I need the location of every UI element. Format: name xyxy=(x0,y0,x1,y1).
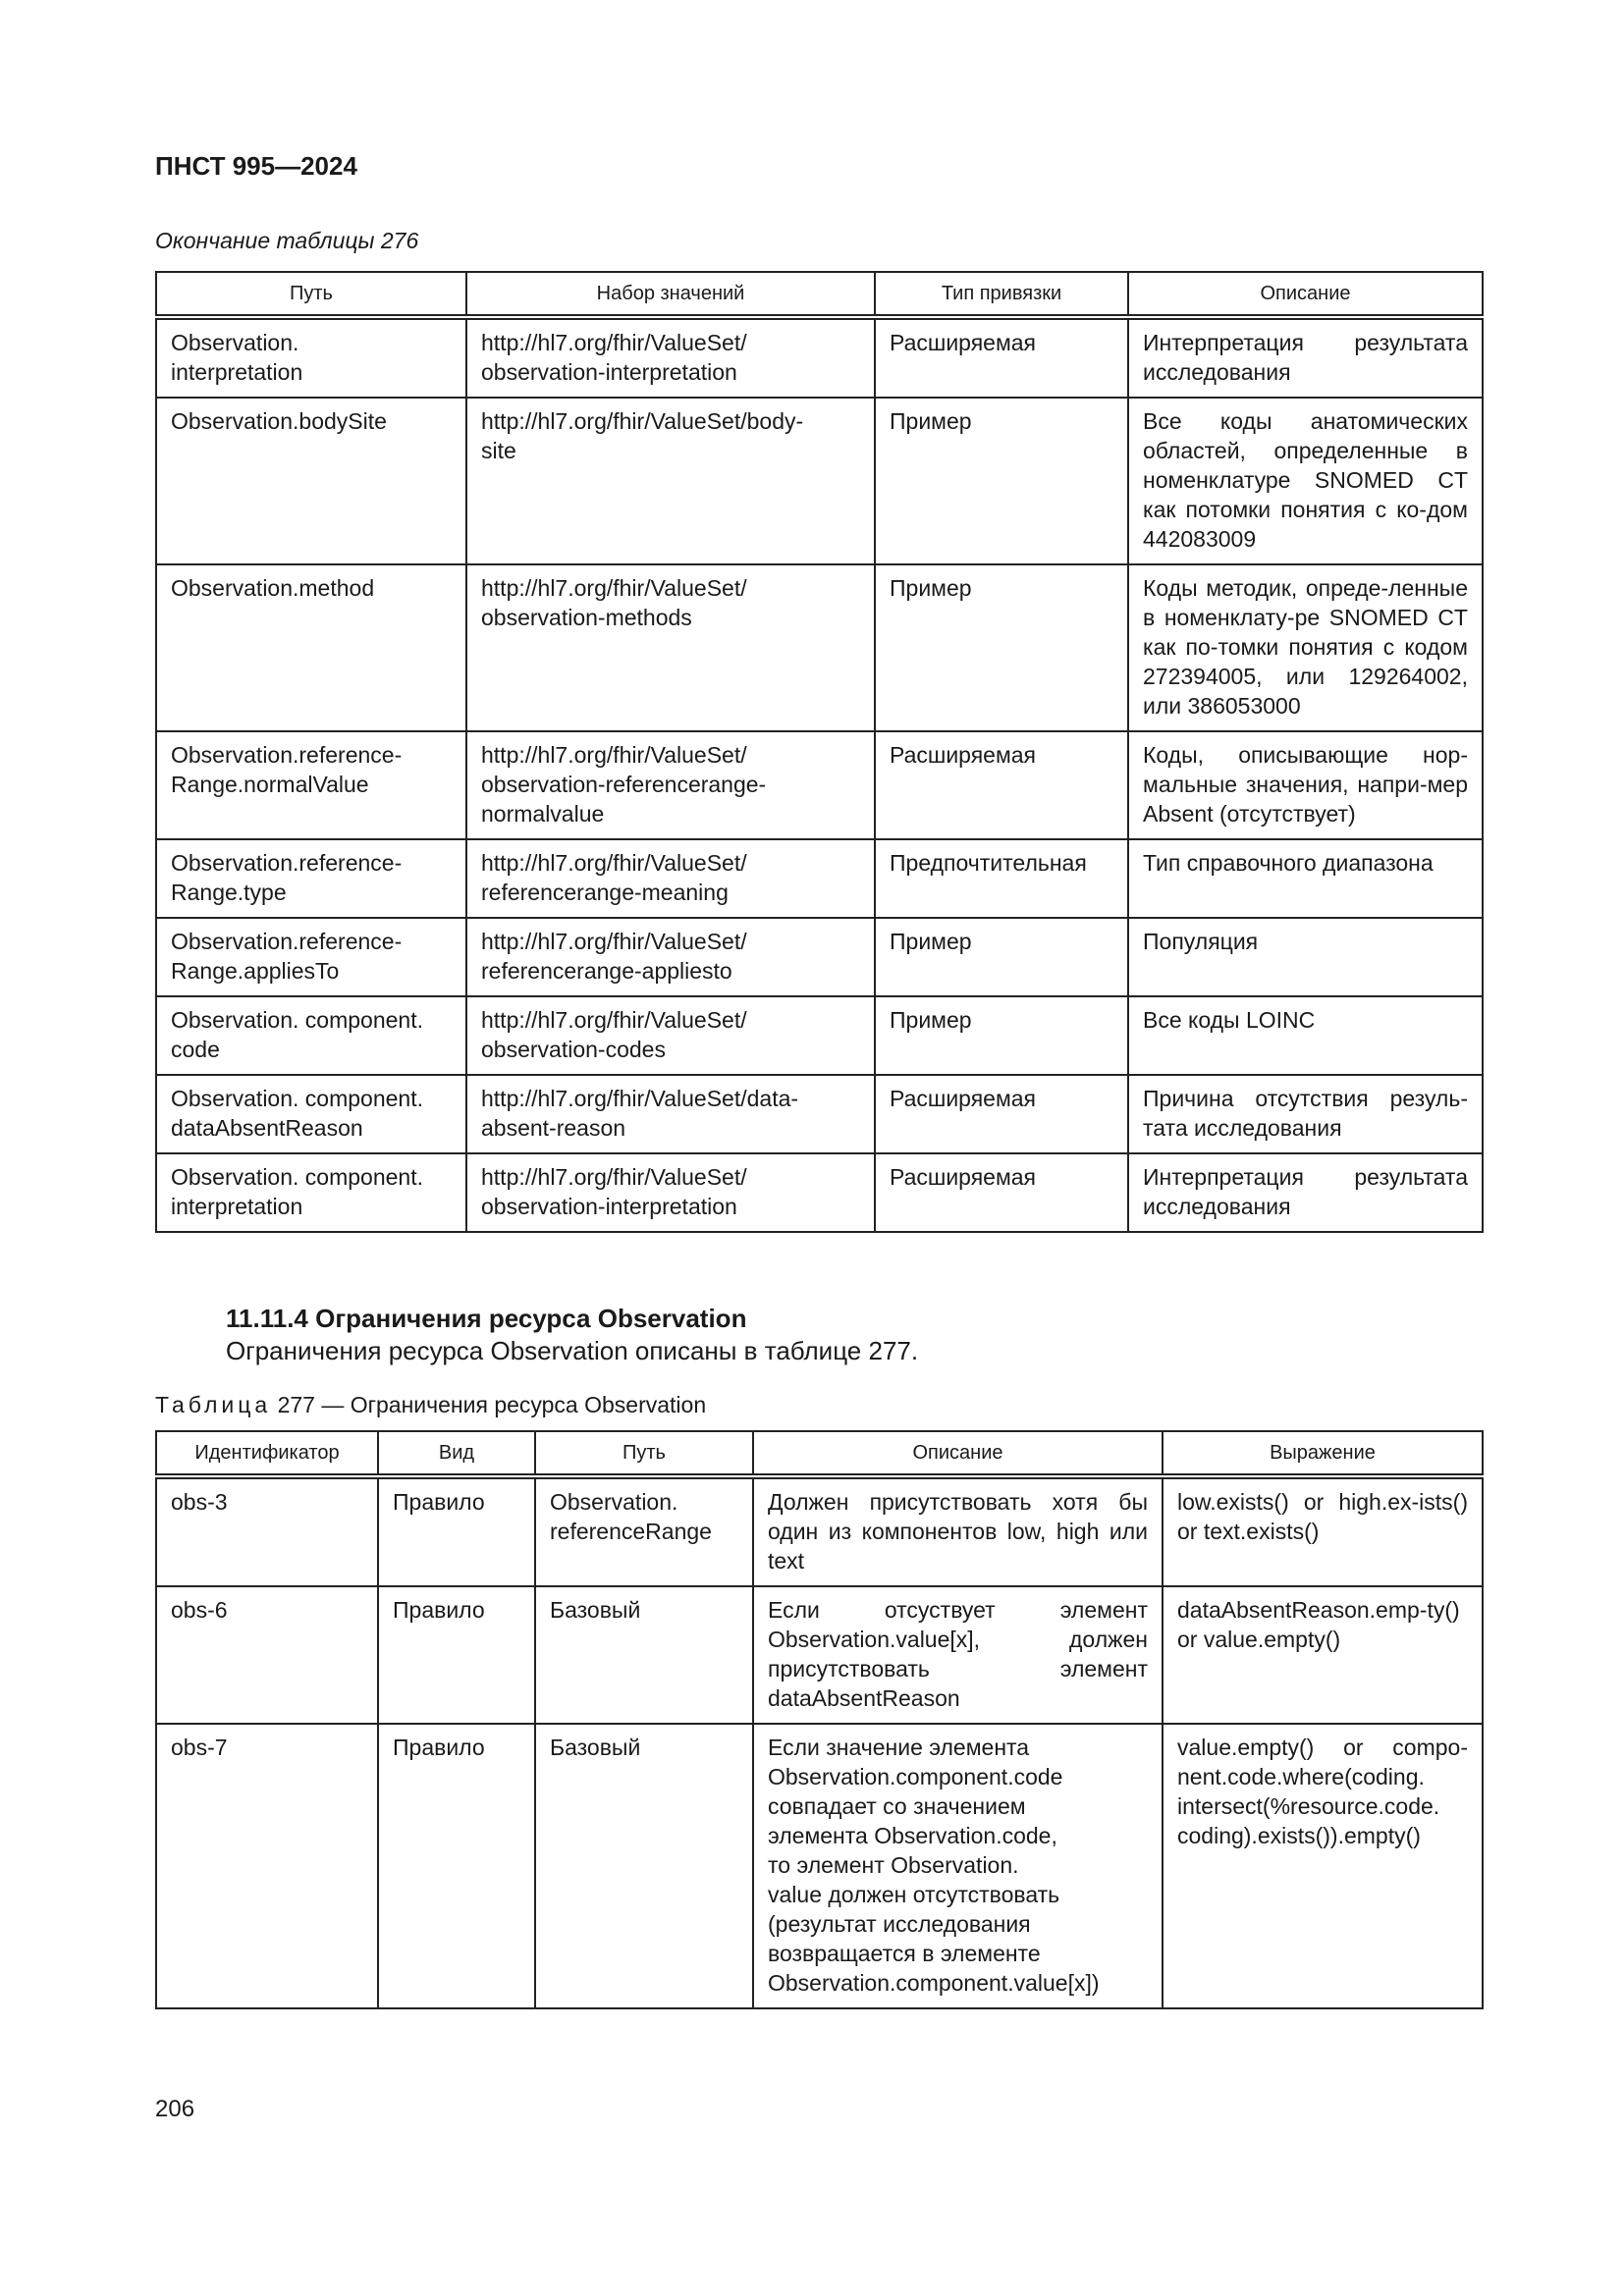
path-cell: Observation.reference- Range.normalValue xyxy=(156,731,466,839)
value-set-cell: http://hl7.org/fhir/ValueSet/ observation-referencerange- normalvalue xyxy=(466,731,875,839)
path-cell: Observation. component. interpretation xyxy=(156,1153,466,1232)
description-cell: Интерпретация результата исследования xyxy=(1128,317,1483,398)
path-cell: Observation.bodySite xyxy=(156,398,466,564)
kind-cell: Правило xyxy=(378,1724,535,2008)
table-row xyxy=(156,1075,1483,1153)
expression-cell: dataAbsentReason.emp-ty() or value.empty() xyxy=(1163,1586,1483,1724)
description-cell: Должен присутствовать хотя бы один из компонентов low, high или text xyxy=(753,1476,1163,1586)
binding-type-cell: Пример xyxy=(875,918,1128,996)
column-header-identifier: Идентификатор xyxy=(156,1431,378,1476)
description-cell: Популяция xyxy=(1128,918,1483,996)
binding-type-cell: Предпочтительная xyxy=(875,839,1128,918)
description-cell: Коды методик, опреде-ленные в номенклату-ре SNOMED CT как по-томки понятия с кодом 272394005, или 129264002, или 386053000 xyxy=(1128,564,1483,731)
table-row xyxy=(156,839,1483,918)
table-276 xyxy=(155,271,1484,1233)
table-row xyxy=(156,1724,1483,2008)
description-cell: Если отсуствует элемент Observation.value[x], должен присутствовать элемент dataAbsentReason xyxy=(753,1586,1163,1724)
expression-cell: value.empty() or compo-nent.code.where(coding. intersect(%resource.code. coding).exists()).empty() xyxy=(1163,1724,1483,2008)
binding-type-cell: Пример xyxy=(875,564,1128,731)
binding-type-cell: Расширяемая xyxy=(875,1075,1128,1153)
table-277-caption xyxy=(155,1392,706,1418)
value-set-cell: http://hl7.org/fhir/ValueSet/ referencerange-meaning xyxy=(466,839,875,918)
path-cell: Observation. component. code xyxy=(156,996,466,1075)
column-header-value-set: Набор значений xyxy=(466,272,875,317)
binding-type-cell: Пример xyxy=(875,996,1128,1075)
table-277-caption-word: Таблица xyxy=(155,1392,272,1417)
column-header-expression: Выражение xyxy=(1163,1431,1483,1476)
column-header-path: Путь xyxy=(535,1431,753,1476)
table-row xyxy=(156,731,1483,839)
table-row xyxy=(156,564,1483,731)
standard-code: ПНСТ 995—2024 xyxy=(155,151,357,181)
expression-cell: low.exists() or high.ex-ists() or text.exists() xyxy=(1163,1476,1483,1586)
column-header-description: Описание xyxy=(753,1431,1163,1476)
value-set-cell: http://hl7.org/fhir/ValueSet/data- absent-reason xyxy=(466,1075,875,1153)
description-cell: Тип справочного диапазона xyxy=(1128,839,1483,918)
path-cell: Базовый xyxy=(535,1724,753,2008)
table-row xyxy=(156,317,1483,398)
value-set-cell: http://hl7.org/fhir/ValueSet/ observation-codes xyxy=(466,996,875,1075)
table-row xyxy=(156,918,1483,996)
identifier-cell: obs-7 xyxy=(156,1724,378,2008)
identifier-cell: obs-3 xyxy=(156,1476,378,1586)
value-set-cell: http://hl7.org/fhir/ValueSet/ observation-interpretation xyxy=(466,1153,875,1232)
table-277-header-row xyxy=(156,1431,1483,1476)
path-cell: Observation. interpretation xyxy=(156,317,466,398)
table-276-caption: Окончание таблицы 276 xyxy=(155,228,419,253)
value-set-cell: http://hl7.org/fhir/ValueSet/ observation-interpretation xyxy=(466,317,875,398)
value-set-cell: http://hl7.org/fhir/ValueSet/ observation-methods xyxy=(466,564,875,731)
description-cell: Все коды анатомических областей, определенные в номенклатуре SNOMED CT как потомки понятия с ко-дом 442083009 xyxy=(1128,398,1483,564)
description-cell: Коды, описывающие нор-мальные значения, напри-мер Absent (отсутствует) xyxy=(1128,731,1483,839)
path-cell: Observation.reference- Range.appliesTo xyxy=(156,918,466,996)
path-cell: Observation.method xyxy=(156,564,466,731)
table-276-header-row xyxy=(156,272,1483,317)
description-cell: Все коды LOINC xyxy=(1128,996,1483,1075)
section-title: 11.11.4 Ограничения ресурса Observation xyxy=(226,1304,747,1333)
description-cell: Причина отсутствия резуль-тата исследования xyxy=(1128,1075,1483,1153)
kind-cell: Правило xyxy=(378,1476,535,1586)
page-number: 206 xyxy=(155,2096,195,2122)
table-row xyxy=(156,398,1483,564)
binding-type-cell: Расширяемая xyxy=(875,317,1128,398)
table-277-caption-rest: 277 — Ограничения ресурса Observation xyxy=(271,1392,707,1417)
identifier-cell: obs-6 xyxy=(156,1586,378,1724)
path-cell: Observation. referenceRange xyxy=(535,1476,753,1586)
table-row xyxy=(156,1153,1483,1232)
column-header-path: Путь xyxy=(156,272,466,317)
value-set-cell: http://hl7.org/fhir/ValueSet/body- site xyxy=(466,398,875,564)
column-header-kind: Вид xyxy=(378,1431,535,1476)
column-header-binding: Тип привязки xyxy=(875,272,1128,317)
table-277 xyxy=(155,1430,1484,2009)
table-row xyxy=(156,1476,1483,1586)
path-cell: Базовый xyxy=(535,1586,753,1724)
binding-type-cell: Расширяемая xyxy=(875,1153,1128,1232)
table-row xyxy=(156,996,1483,1075)
binding-type-cell: Пример xyxy=(875,398,1128,564)
path-cell: Observation.reference- Range.type xyxy=(156,839,466,918)
description-cell: Если значение элемента Observation.component.code совпадает со значением элемента Observation.code, то элемент Observation. value должен отсутствовать (результат исследования возвращается в элементе Observation.component.value[x]) xyxy=(753,1724,1163,2008)
column-header-description: Описание xyxy=(1128,272,1483,317)
value-set-cell: http://hl7.org/fhir/ValueSet/ referencerange-appliesto xyxy=(466,918,875,996)
binding-type-cell: Расширяемая xyxy=(875,731,1128,839)
path-cell: Observation. component. dataAbsentReason xyxy=(156,1075,466,1153)
description-cell: Интерпретация результата исследования xyxy=(1128,1153,1483,1232)
kind-cell: Правило xyxy=(378,1586,535,1724)
table-row xyxy=(156,1586,1483,1724)
section-text: Ограничения ресурса Observation описаны в таблице 277. xyxy=(226,1336,919,1365)
